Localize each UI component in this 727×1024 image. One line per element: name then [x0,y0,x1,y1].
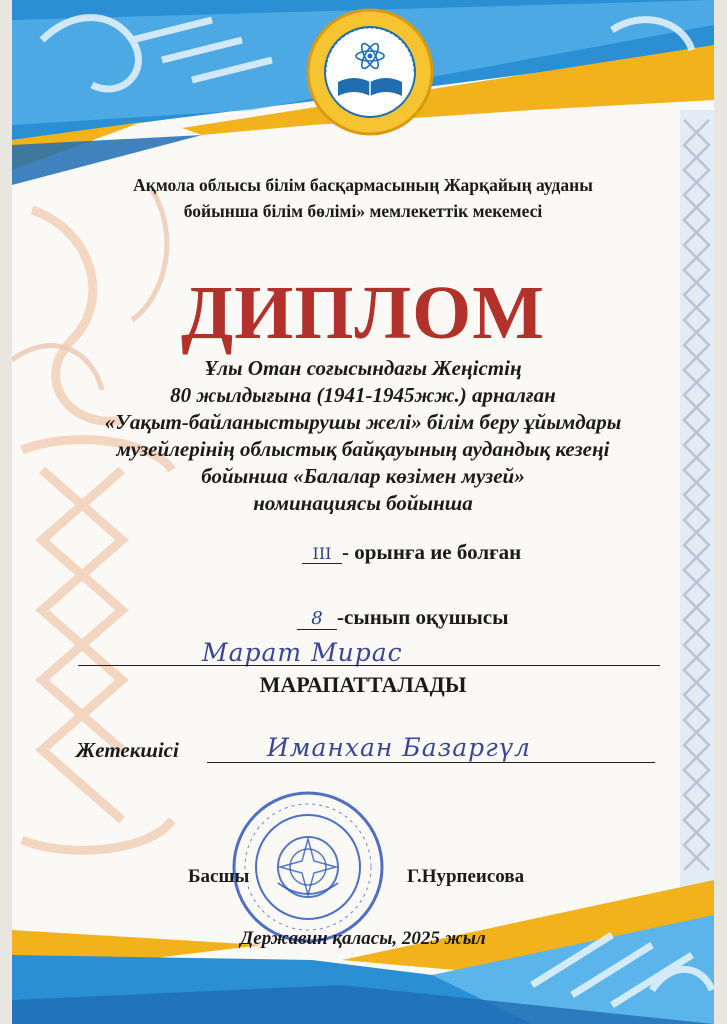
grade-line [297,605,509,630]
place-suffix: - орынға ие болған [342,540,522,564]
leader-underline [207,762,655,763]
award-word: МАРАПАТТАЛАДЫ [259,672,467,697]
diploma-sheet [12,0,714,1024]
official-stamp-icon [228,787,388,947]
issuer-header-line-2: бойынша білім бөлімі» мемлекеттік мекемесі [183,201,543,221]
issuer-header-line-1: Ақмола облысы білім басқармасының Жарқайың ауданы [133,175,593,195]
student-name: Марат Мирас [202,638,403,667]
place-line [302,540,521,565]
issue-place-year: Державин қаласы, 2025 жыл [240,928,486,949]
award-description [12,355,714,517]
book-atom-emblem-icon [302,4,438,140]
description-line-4: музейлерінің облыстық байқауының аудандық кезеңі [116,437,610,461]
leader-label: Жетекшісі [76,738,179,762]
grade-suffix: -сынып оқушысы [337,605,509,629]
student-name-underline [78,665,660,666]
head-signature-label: Басшы [188,866,250,887]
leader-name: Иманхан Базаргүл [267,733,531,762]
description-line-1: Ұлы Отан соғысындағы Жеңістің [204,356,522,380]
head-signature-name: Г.Нурпеисова [407,866,525,887]
diploma-title: ДИПЛОМ [181,271,545,355]
description-line-5: бойынша «Балалар көзімен музей» [201,464,525,488]
description-line-6: номинациясы бойынша [253,491,473,515]
description-line-2: 80 жылдығына (1941-1945жж.) арналған [170,383,556,407]
issuer-header [12,172,714,224]
place-value: III [302,544,342,564]
description-line-3: «Уақыт-байланыстырушы желі» білім беру ұйымдары [104,410,622,434]
grade-value: 8 [297,608,337,630]
